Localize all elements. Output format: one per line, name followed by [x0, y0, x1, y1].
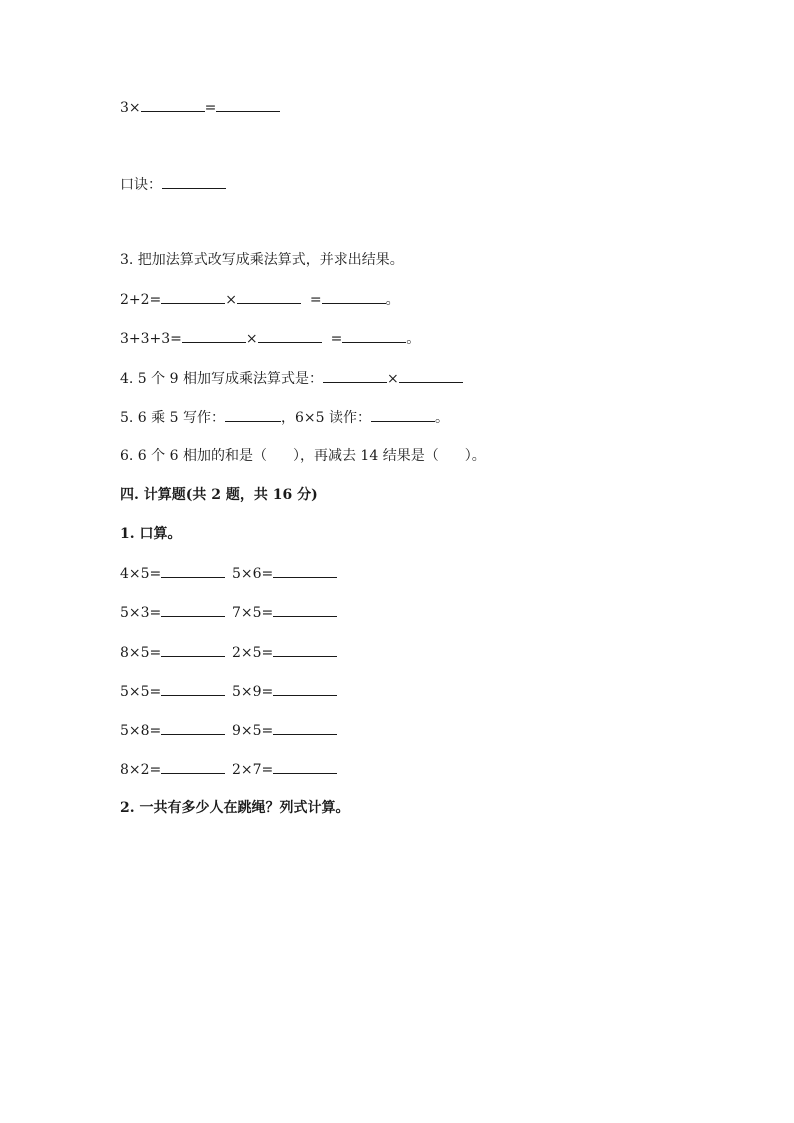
oral-calc-expression: 5×5= [120, 684, 162, 700]
question-6 [120, 446, 486, 466]
oral-calc-expression: 7×5= [232, 605, 274, 621]
answer-blank[interactable] [273, 563, 337, 578]
answer-blank[interactable] [273, 602, 337, 617]
question-3-row-1 [120, 289, 400, 310]
question-6-part-1: 6. 6 个 6 相加的和是（ [120, 448, 267, 464]
answer-blank[interactable] [399, 368, 463, 383]
answer-blank[interactable] [161, 759, 225, 774]
answer-blank[interactable] [182, 328, 246, 343]
oral-calc-row [120, 759, 337, 780]
oral-calc-expression: 8×2= [120, 762, 162, 778]
answer-blank[interactable] [273, 642, 337, 657]
oral-calc-expression: 5×6= [232, 566, 274, 582]
oral-calc-row [120, 681, 337, 702]
row-2-lhs: 3+3+3= [120, 331, 182, 347]
answer-blank[interactable] [322, 289, 386, 304]
oral-calc-row [120, 602, 337, 623]
oral-calc-row [120, 642, 337, 663]
question-5-part-1: 5. 6 乘 5 写作： [120, 410, 225, 426]
answer-blank[interactable] [258, 328, 322, 343]
equals-sign: = [330, 331, 343, 347]
koujue-line [120, 174, 226, 195]
question-5-part-2: ，6×5 读作： [280, 410, 371, 426]
times-sign: × [225, 292, 238, 308]
times-sign: × [245, 331, 258, 347]
oral-calc-expression: 2×5= [232, 645, 274, 661]
oral-calc-expression: 5×8= [120, 723, 162, 739]
oral-calc-expression: 9×5= [232, 723, 274, 739]
answer-blank[interactable] [161, 720, 225, 735]
question-4-text: 4. 5 个 9 相加写成乘法算式是： [120, 371, 323, 387]
top-expression-prefix: 3× [120, 100, 141, 116]
answer-blank[interactable] [216, 97, 280, 112]
answer-blank[interactable] [141, 97, 205, 112]
oral-calc-expression: 5×9= [232, 684, 274, 700]
question-6-part-3: ）。 [464, 448, 486, 464]
question-6-part-2: ），再减去 14 结果是（ [292, 448, 439, 464]
section-4-heading: 四. 计算题(共 2 题，共 16 分) [120, 487, 318, 503]
answer-blank[interactable] [273, 759, 337, 774]
answer-blank[interactable] [161, 602, 225, 617]
oral-calc-expression: 5×3= [120, 605, 162, 621]
answer-blank[interactable] [342, 328, 406, 343]
koujue-label: 口诀： [120, 177, 162, 193]
equals-sign: = [309, 292, 322, 308]
oral-calc-expression: 2×7= [232, 762, 274, 778]
answer-blank[interactable] [371, 407, 435, 422]
oral-calc-row [120, 720, 337, 741]
answer-blank[interactable] [161, 563, 225, 578]
koujue-blank[interactable] [162, 174, 226, 189]
question-5 [120, 407, 449, 428]
answer-blank[interactable] [161, 681, 225, 696]
question-3-row-2 [120, 328, 420, 349]
answer-blank[interactable] [161, 642, 225, 657]
oral-calc-row [120, 563, 337, 584]
question-3-title: 3. 把加法算式改写成乘法算式，并求出结果。 [120, 252, 404, 268]
answer-blank[interactable] [237, 289, 301, 304]
oral-calc-expression: 4×5= [120, 566, 162, 582]
row-1-lhs: 2+2= [120, 292, 162, 308]
answer-blank[interactable] [323, 368, 387, 383]
times-sign: × [386, 371, 399, 387]
answer-blank[interactable] [225, 407, 281, 422]
calc-1-title: 1. 口算。 [120, 526, 182, 542]
equals-sign: = [204, 100, 217, 116]
answer-blank[interactable] [273, 720, 337, 735]
calc-2-title: 2. 一共有多少人在跳绳？列式计算。 [120, 800, 350, 816]
answer-blank[interactable] [161, 289, 225, 304]
period: 。 [406, 331, 421, 347]
oral-calc-expression: 8×5= [120, 645, 162, 661]
question-4 [120, 368, 463, 389]
question-5-end: 。 [434, 410, 449, 426]
top-expression-line [120, 97, 280, 118]
answer-blank[interactable] [273, 681, 337, 696]
period: 。 [385, 292, 400, 308]
